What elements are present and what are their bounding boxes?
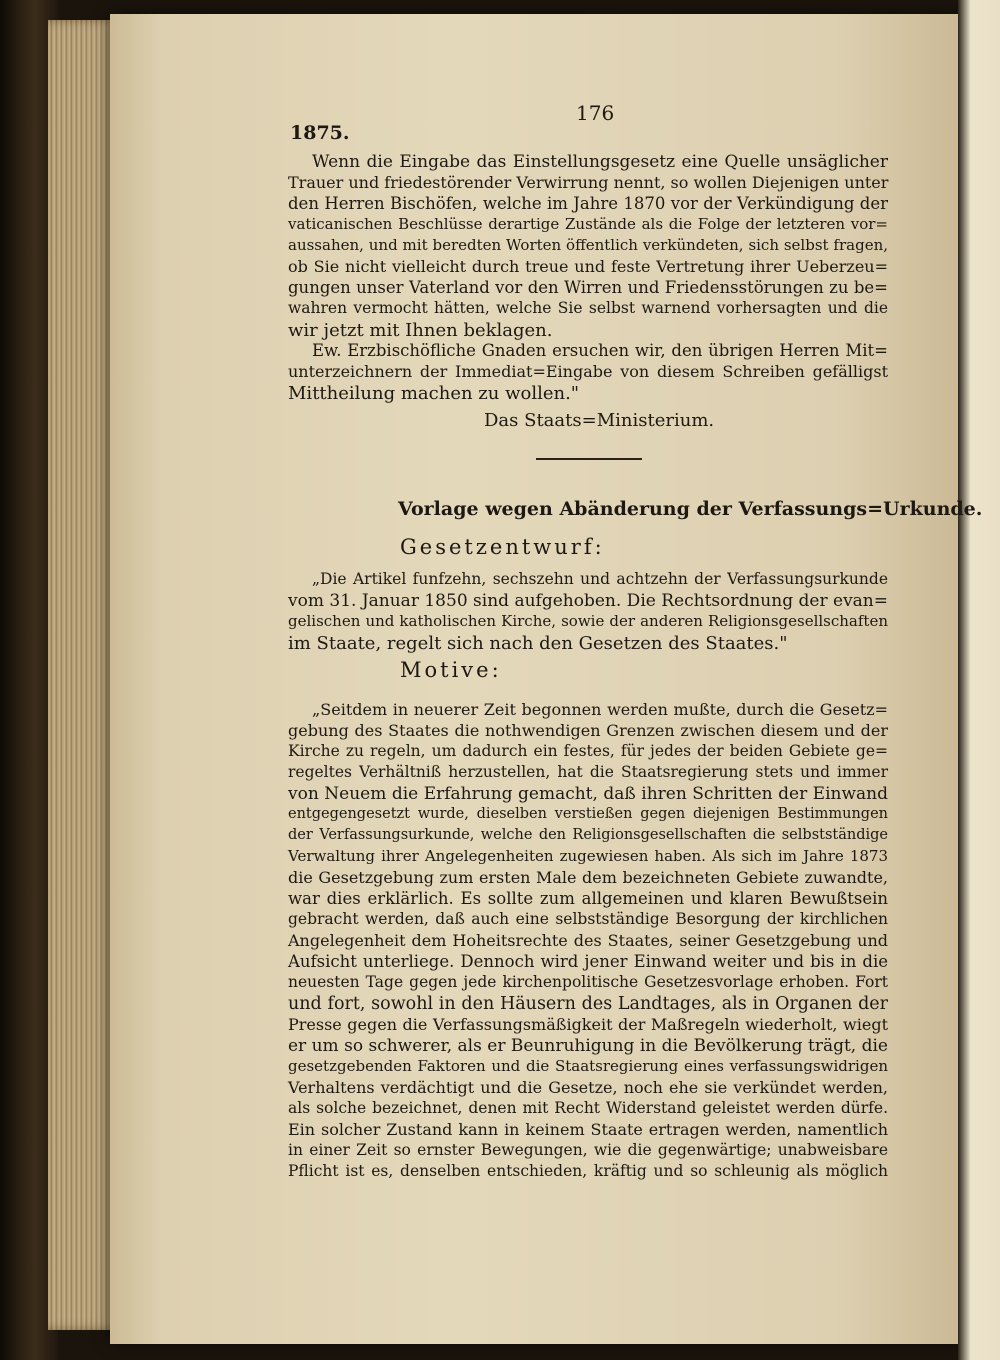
letter-p1-line: Wenn die Eingabe das Einstellungsgesetz eine Quelle unsäglicher xyxy=(312,152,888,172)
motive-line: Presse gegen die Verfassungsmäßigkeit der Maßregeln wiederholt, wiegt xyxy=(288,1015,888,1034)
signature: Das Staats=Ministerium. xyxy=(484,410,715,431)
motive-line: in einer Zeit so ernster Bewegungen, wie die gegenwärtige; unabweisbare xyxy=(288,1141,888,1159)
letter-p2-line: unterzeichnern der Immediat=Eingabe von diesem Schreiben gefälligst xyxy=(288,362,888,381)
motive-line: gesetzgebenden Faktoren und die Staatsregierung eines verfassungswidrigen xyxy=(288,1057,888,1075)
motive-heading: Motive: xyxy=(400,658,502,682)
letter-p2-line: Mittheilung machen zu wollen." xyxy=(288,383,580,404)
page-stack-edge xyxy=(48,20,118,1330)
motive-line: die Gesetzgebung zum ersten Male dem bezeichneten Gebiete zuwandte, xyxy=(288,868,888,887)
motive-line: Kirche zu regeln, um dadurch ein festes, für jedes der beiden Gebiete ge= xyxy=(288,742,888,760)
motive-line: Angelegenheit dem Hoheitsrechte des Staates, seiner Gesetzgebung und xyxy=(288,931,888,950)
letter-p1-line: wahren vermocht hätten, welche Sie selbst warnend vorhersagten und die xyxy=(288,299,888,317)
motive-line: und fort, sowohl in den Häusern des Landtages, als in Organen der xyxy=(288,994,888,1014)
motive-line: er um so schwerer, als er Beunruhigung in die Bevölkerung trägt, die xyxy=(288,1036,888,1056)
section-divider xyxy=(536,458,642,460)
section-title: Vorlage wegen Abänderung der Verfassungs=Urkunde. xyxy=(398,498,983,520)
letter-p1-line: Trauer und friedestörender Verwirrung nennt, so wollen Diejenigen unter xyxy=(288,173,889,192)
motive-line: als solche bezeichnet, denen mit Recht Widerstand geleistet werden dürfe. xyxy=(288,1099,888,1117)
motive-line: war dies erklärlich. Es sollte zum allgemeinen und klaren Bewußtsein xyxy=(288,889,888,908)
letter-p1-line: wir jetzt mit Ihnen beklagen. xyxy=(288,320,553,341)
draft-line: vom 31. Januar 1850 sind aufgehoben. Die Rechtsordnung der evan= xyxy=(288,591,888,611)
letter-p1-line: vaticanischen Beschlüsse derartige Zustände als die Folge der letzteren vor= xyxy=(288,215,888,233)
motive-line: Verhaltens verdächtigt und die Gesetze, noch ehe sie verkündet werden, xyxy=(288,1078,888,1097)
page-number: 176 xyxy=(576,101,615,125)
motive-line: gebung des Staates die nothwendigen Grenzen zwischen diesem und der xyxy=(288,721,888,740)
motive-line: regeltes Verhältniß herzustellen, hat die Staatsregierung stets und immer xyxy=(288,763,888,781)
motive-line: von Neuem die Erfahrung gemacht, daß ihren Schritten der Einwand xyxy=(288,784,888,804)
letter-p1-line: ob Sie nicht vielleicht durch treue und feste Vertretung ihrer Ueberzeu= xyxy=(288,257,888,276)
letter-p1-line: gungen unser Vaterland vor den Wirren und Friedensstörungen zu be= xyxy=(288,278,888,297)
running-head-year: 1875. xyxy=(290,122,350,144)
draft-heading: Gesetzentwurf: xyxy=(400,535,605,559)
motive-line: Verwaltung ihrer Angelegenheiten zugewiesen haben. Als sich im Jahre 1873 xyxy=(288,847,888,865)
motive-line: „Seitdem in neuerer Zeit begonnen werden mußte, durch die Gesetz= xyxy=(312,700,888,719)
motive-line: neuesten Tage gegen jede kirchenpolitische Gesetzesvorlage erhoben. Fort xyxy=(288,973,888,991)
letter-p2-line: Ew. Erzbischöfliche Gnaden ersuchen wir, den übrigen Herren Mit= xyxy=(312,341,888,360)
motive-line: Ein solcher Zustand kann in keinem Staate ertragen werden, namentlich xyxy=(288,1120,888,1139)
motive-line: der Verfassungsurkunde, welche den Religionsgesellschaften die selbstständige xyxy=(288,827,888,843)
motive-line: gebracht werden, daß auch eine selbstständige Besorgung der kirchlichen xyxy=(288,910,888,928)
facing-page-edge xyxy=(958,0,1000,1360)
draft-line: im Staate, regelt sich nach den Gesetzen des Staates." xyxy=(288,633,788,654)
motive-line: entgegengesetzt wurde, dieselben verstießen gegen diejenigen Bestimmungen xyxy=(288,806,888,822)
letter-p1-line: den Herren Bischöfen, welche im Jahre 1870 vor der Verkündigung der xyxy=(288,194,888,213)
motive-line: Pflicht ist es, denselben entschieden, kräftig und so schleunig als möglich xyxy=(288,1162,888,1180)
draft-line: „Die Artikel funfzehn, sechszehn und achtzehn der Verfassungsurkunde xyxy=(312,570,888,588)
draft-line: gelischen und katholischen Kirche, sowie der anderen Religionsgesellschaften xyxy=(288,612,888,630)
letter-p1-line: aussahen, und mit beredten Worten öffentlich verkündeten, sich selbst fragen, xyxy=(288,236,888,254)
motive-line: Aufsicht unterliege. Dennoch wird jener Einwand weiter und bis in die xyxy=(288,952,888,971)
